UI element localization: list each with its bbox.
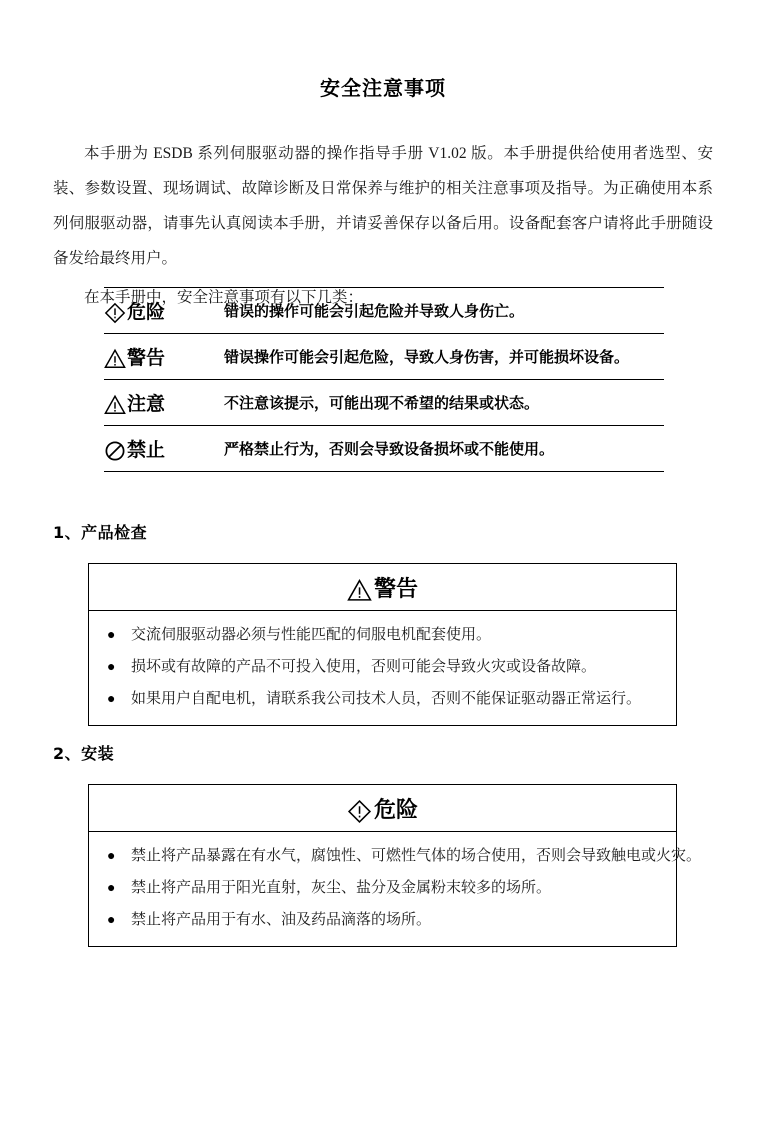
triangle-exclamation-icon	[347, 578, 372, 603]
bullet-icon: ●	[107, 692, 116, 707]
legend-desc-warning: 错误操作可能会引起危险，导致人身伤害，并可能损坏设备。	[224, 348, 630, 366]
legend-label-text-warning: 警告	[127, 347, 166, 369]
section-heading-product-inspection: 1、产品检查	[53, 523, 148, 542]
notice-item-text: 禁止将产品用于阳光直射，灰尘、盐分及金属粉末较多的场所。	[131, 880, 552, 896]
safety-symbol-legend	[104, 287, 664, 472]
page-title: 安全注意事项	[320, 76, 446, 100]
notice-item-text: 损坏或有故障的产品不可投入使用，否则可能会导致火灾或设备故障。	[131, 659, 597, 675]
legend-label-prohibited	[104, 435, 216, 462]
notice-item-text: 如果用户自配电机，请联系我公司技术人员，否则不能保证驱动器正常运行。	[131, 691, 642, 707]
list-item	[89, 840, 702, 872]
legend-desc-caution: 不注意该提示，可能出现不希望的结果或状态。	[224, 394, 540, 412]
intro-paragraph-1: 本手册为 ESDB 系列伺服驱动器的操作指导手册 V1.02 版。本手册提供给使用者选型、安装、参数设置、现场调试、故障诊断及日常保养与维护的相关注意事项及指导。为正确使用本系列伺服驱动器，请事先认真阅读本手册，并请妥善保存以备后用。设备配套客户请将此手册随设备发给最终用户。	[53, 145, 713, 267]
legend-desc-prohibited: 严格禁止行为，否则会导致设备损坏或不能使用。	[224, 440, 555, 458]
notice-header-label: 警告	[373, 576, 418, 602]
legend-row-warning	[104, 334, 664, 379]
legend-label-warning	[104, 343, 216, 370]
notice-header-danger	[89, 785, 676, 832]
prohibition-circle-icon	[104, 440, 126, 462]
notice-body-danger	[89, 832, 702, 946]
bullet-icon: ●	[107, 628, 116, 643]
legend-row-caution	[104, 380, 664, 425]
notice-body-warning	[89, 611, 676, 725]
notice-box-warning	[88, 563, 677, 726]
list-item	[89, 904, 676, 936]
diamond-exclamation-icon	[104, 302, 126, 324]
legend-label-text-caution: 注意	[127, 393, 166, 415]
triangle-exclamation-icon	[104, 394, 126, 416]
bullet-icon: ●	[107, 881, 116, 896]
notice-item-text: 禁止将产品用于有水、油及药品滴落的场所。	[131, 912, 432, 928]
legend-label-text-danger: 危险	[127, 301, 166, 323]
notice-header-label: 危险	[373, 797, 418, 823]
intro-paragraph-2: 在本手册中，安全注意事项有以下几类：	[84, 289, 364, 306]
list-item	[89, 683, 676, 715]
diamond-exclamation-icon	[347, 799, 372, 824]
notice-item-text: 禁止将产品暴露在有水气，腐蚀性、可燃性气体的场合使用，否则会导致触电或火灾。	[131, 848, 702, 864]
legend-label-text-prohibited: 禁止	[127, 439, 166, 461]
triangle-exclamation-icon	[104, 348, 126, 370]
legend-label-caution	[104, 389, 216, 416]
legend-desc-danger: 错误的操作可能会引起危险并导致人身伤亡。	[224, 302, 525, 320]
legend-row-danger	[104, 288, 664, 333]
list-item	[89, 872, 676, 904]
bullet-icon: ●	[107, 660, 116, 675]
legend-rule-bottom	[104, 471, 664, 472]
notice-header-warning	[89, 564, 676, 611]
legend-row-prohibited	[104, 426, 664, 471]
notice-box-danger	[88, 784, 702, 947]
bullet-icon: ●	[107, 913, 116, 928]
notice-item-text: 交流伺服驱动器必须与性能匹配的伺服电机配套使用。	[131, 627, 492, 643]
list-item	[89, 651, 676, 683]
list-item	[89, 619, 676, 651]
bullet-icon: ●	[107, 849, 116, 864]
legend-label-danger	[104, 297, 216, 324]
section-heading-installation: 2、安装	[53, 744, 115, 763]
